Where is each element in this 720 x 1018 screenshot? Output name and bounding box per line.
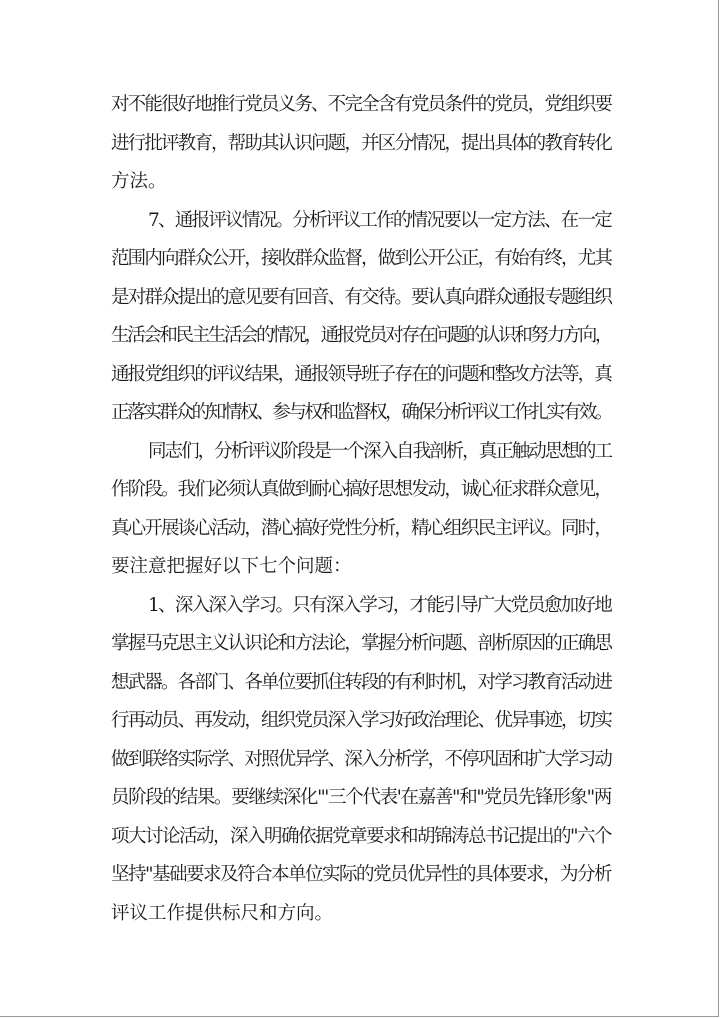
paragraph-start-line: 7、通报评议情况。分析评议工作的情况要以一定方法、在一定 <box>148 209 611 231</box>
text-line: 坚持"基础要求及符合本单位实际的党员优异性的具体要求，为分析 <box>111 864 611 885</box>
text-line: 是对群众提出的意见要有回音、有交待。要认真向群众通报专题组织 <box>111 286 611 308</box>
text-line: 正落实群众的知情权、参与权和监督权，确保分析评议工作扎实有效。 <box>111 402 611 423</box>
text-line: 评议工作提供标尺和方向。 <box>111 902 334 924</box>
paragraph-start-line: 同志们，分析评议阶段是一个深入自我剖析，真正触动思想的工 <box>148 440 611 462</box>
text-line: 行再动员、再发动，组织党员深入学习好政治理论、优异事迹，切实 <box>111 710 611 731</box>
text-line: 掌握马克思主义认识论和方法论，掌握分析问题、剖析原因的正确思 <box>111 633 611 654</box>
text-line: 范围内向群众公开，接收群众监督，做到公开公正，有始有终，尤其 <box>111 248 611 269</box>
text-line: 对不能很好地推行党员义务、不完全含有党员条件的党员，党组织要 <box>111 94 611 115</box>
text-line: 真心开展谈心活动，潜心搞好党性分析，精心组织民主评议。同时， <box>111 517 611 539</box>
text-line: 做到联络实际学、对照优异学、深入分析学，不停巩固和扩大学习动 <box>111 748 611 770</box>
paragraph-start-line: 1、深入深入学习。只有深入学习，才能引导广大党员愈加好地 <box>148 594 611 616</box>
text-line: 进行批评教育，帮助其认识问题，并区分情况，提出具体的教育转化 <box>111 132 611 154</box>
text-line: 通报党组织的评议结果，通报领导班子存在的问题和整改方法等，真 <box>111 363 611 385</box>
text-line: 方法。 <box>111 171 167 192</box>
text-line: 想武器。各部门、各单位要抓住转段的有利时机，对学习教育活动进 <box>111 671 611 693</box>
text-line: 项大讨论活动，深入明确依据党章要求和胡锦涛总书记提出的"六个 <box>111 825 611 847</box>
text-line: 作阶段。我们必须认真做到耐心搞好思想发动，诚心征求群众意见， <box>111 479 611 500</box>
document-body <box>111 86 611 933</box>
text-line: 要注意把握好以下七个问题： <box>111 556 352 577</box>
text-line: 生活会和民主生活会的情况，通报党员对存在问题的认识和努力方向， <box>111 325 611 346</box>
text-line: 员阶段的结果。要继续深化"'三个代表'在嘉善"和"党员先锋形象"两 <box>111 787 611 808</box>
